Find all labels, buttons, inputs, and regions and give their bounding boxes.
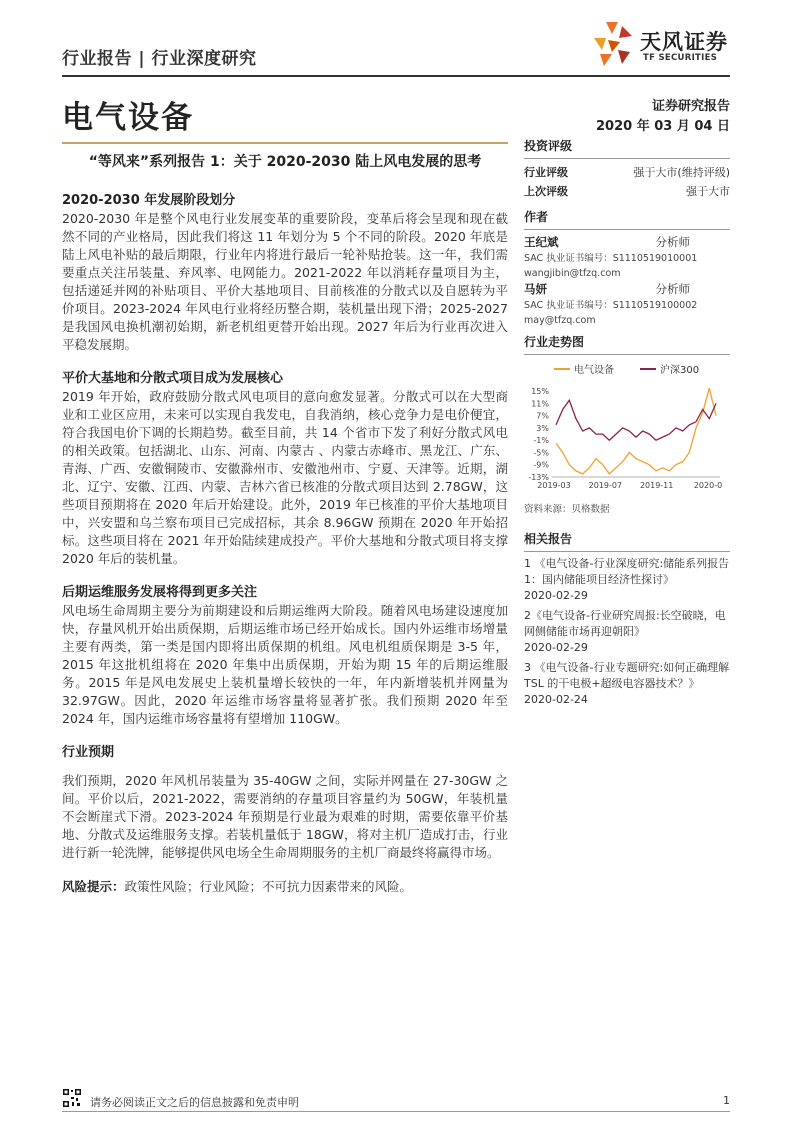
- qr-code-icon: [62, 1088, 82, 1108]
- related-item-date: 2020-02-29: [524, 641, 588, 654]
- trend-panel: [524, 330, 730, 517]
- trend-heading: 行业走势图: [524, 330, 730, 355]
- disclaimer-note: 请务必阅读正文之后的信息披露和免责申明: [90, 1096, 299, 1109]
- x-tick-label: 2020-0: [693, 481, 723, 490]
- title-divider: [62, 142, 508, 144]
- related-item[interactable]: [524, 608, 730, 656]
- related-item-date: 2020-02-29: [524, 589, 588, 602]
- related-item[interactable]: [524, 556, 730, 604]
- report-title: “等风来”系列报告 1：关于 2020-2030 陆上风电发展的思考: [88, 154, 482, 170]
- y-tick-label: 7%: [536, 411, 549, 421]
- section-body: 我们预期，2020 年风机吊装量为 35-40GW 之间，实际并网量在 27-30GW 之间。平价以后，2021-2022，需要消纳的存量项目容量约为 50GW，年装机量不会断崖式下滑。2023-2024 年预期是行业最为艰难的时期，需要依靠平价基地、分散式及运维服务支撑。若装机量低于 18GW，将对主机厂造成打击，行业进行新一轮洗牌，能够提供风电场全生命周期服务的主机厂商最终将赢得市场。: [62, 773, 508, 860]
- rating-value: 强于大市(维持评级): [633, 166, 730, 179]
- y-tick-label: 3%: [536, 423, 549, 433]
- series-line: [556, 388, 716, 474]
- authors-panel: [524, 205, 730, 328]
- x-tick-label: 2019-07: [588, 481, 623, 490]
- x-tick-label: 2019-03: [537, 481, 571, 490]
- author-cert: SAC 执业证书编号：S1110519100002: [524, 300, 698, 311]
- trend-chart: [524, 359, 730, 499]
- rating-key: 上次评级: [524, 185, 568, 198]
- page-number: 1: [723, 1094, 730, 1107]
- author-name-row: [524, 281, 730, 298]
- rating-key: 行业评级: [524, 166, 568, 179]
- related-heading: 相关报告: [524, 527, 730, 552]
- author-cert: SAC 执业证书编号：S1110519010001: [524, 253, 698, 264]
- author-name-row: [524, 234, 730, 251]
- main-content: [62, 192, 508, 912]
- section-heading: 后期运维服务发展将得到更多关注: [62, 585, 258, 600]
- risk-label: 风险提示：: [62, 879, 125, 894]
- rating-value: 强于大市: [686, 185, 730, 198]
- y-tick-label: -13%: [528, 473, 549, 482]
- risk-text: 政策性风险；行业风险；不可抗力因素带来的风险。: [124, 879, 413, 894]
- chart-source: 资料来源：贝格数据: [524, 504, 610, 515]
- section-body: 风电场生命周期主要分为前期建设和后期运维两大阶段。随着风电场建设速度加快，存量风机开始出质保期，后期运维市场已经开始成长。国内外运维市场增量主要有两类，第一类是国内即将出质保期的机组。风电机组质保期是 3-5 年， 2015 年这批机组将在 2020 年集中出质保期，开始为期 15 年的后期运维服务。2015 年是风电发展史上装机量增长较快的一年，年内新增装机并网量为 32.97GW。因此，2020 年运维市场容量将显著扩张。我们预期 2020 年至 2024 年，国内运维市场容量将有望增加 110GW。: [62, 603, 508, 726]
- sector-title: 电气设备: [62, 100, 194, 136]
- author-title: 分析师: [655, 235, 690, 249]
- y-tick-label: 15%: [531, 387, 549, 397]
- y-tick-label: -1%: [533, 436, 549, 446]
- pinwheel-logo-icon: [592, 20, 638, 70]
- header-divider: [62, 75, 730, 77]
- legend-label: 沪深300: [660, 365, 700, 376]
- author-name: 王纪斌: [524, 235, 559, 249]
- x-tick-label: 2019-11: [639, 481, 674, 490]
- section-body: 2020-2030 年是整个风电行业发展变革的重要阶段，变革后将会呈现和现在截然不同的产业格局，因此我们将这 11 年划分为 5 个不同的阶段。2020 年底是陆上风电补贴的最后期限，行业年内将进行最后一轮补贴抢装。这一年，我们需要重点关注吊装量、弃风率、电网能力。2021-2022 年以消耗存量项目为主，包括递延并网的补贴项目、平价大基地项目、目前核准的分散式以及自愿转为平价项目。2023-2024 年风电行业将经历整合期，装机量出现下滑；2025-2027 是我国风电换机潮初始期，新老机组更替开始出现。2027 年后为行业再次进入平稳发展期。: [62, 211, 508, 352]
- risk-note: [62, 878, 508, 896]
- authors-heading: 作者: [524, 205, 730, 230]
- series-line: [556, 400, 716, 440]
- related-item-title[interactable]: 1 《电气设备-行业深度研究:储能系列报告 1：国内储能项目经济性探讨》: [524, 557, 730, 586]
- y-tick-label: 11%: [531, 399, 549, 409]
- report-category: 行业报告 | 行业深度研究: [62, 49, 257, 69]
- section-heading: 2020-2030 年发展阶段划分: [62, 193, 236, 208]
- related-item[interactable]: [524, 660, 730, 708]
- related-item-title[interactable]: 2《电气设备-行业研究周报:长空破晓，电网侧储能市场再迎朝阳》: [524, 609, 726, 638]
- brand-name-en: TF SECURITIES: [643, 53, 718, 63]
- rating-panel: [524, 134, 730, 201]
- y-tick-label: -9%: [533, 460, 549, 470]
- rating-heading: 投资评级: [524, 134, 730, 159]
- y-tick-label: -5%: [533, 448, 549, 458]
- author-name: 马妍: [524, 282, 547, 296]
- section-heading: 平价大基地和分散式项目成为发展核心: [62, 371, 284, 386]
- related-item-title[interactable]: 3 《电气设备-行业专题研究:如何正确理解 TSL 的干电极+超级电容器技术？》: [524, 661, 730, 690]
- rating-row: [524, 163, 730, 182]
- related-panel: [524, 527, 730, 712]
- author-email[interactable]: wangjibin@tfzq.com: [524, 268, 621, 279]
- section-body: 2019 年开始，政府鼓励分散式风电项目的意向愈发显著。分散式可以在大型商业和工业区应用，未来可以实现自我发电，自我消纳，核心竞争力是电价便宜，符合我国电价下调的长期趋势。截至目前，共 14 个省市下发了利好分散式风电的相关政策。包括湖北、山东、河南、内蒙古 、内蒙古赤峰市、黑龙江、广东、青海、广西、安徽铜陵市、安徽滁州市、安徽池州市、宁夏、天津等。近期，湖北、辽宁、安徽、江西、内蒙、吉林六省已核准的分散式项目达到 2.78GW，这些项目预期将在 2020 年后开始建设。此外，2019 年已核准的平价大基地项目中，兴安盟和乌兰察布项目已完成招标，其余 8.96GW 预期在 2020 年开始招标。这些项目将在 2021 年开始陆续建成投产。平价大基地和分散式项目将支撑 2020 年后的装机量。: [62, 389, 508, 566]
- section-heading: 行业预期: [62, 745, 115, 760]
- legend-label: 电气设备: [574, 365, 614, 376]
- report-date: 2020 年 03 月 04 日: [596, 119, 730, 134]
- related-item-date: 2020-02-24: [524, 693, 588, 706]
- report-type: 证券研究报告: [651, 99, 730, 114]
- brand-name: 天风证券: [640, 30, 728, 54]
- author-title: 分析师: [655, 282, 690, 296]
- rating-row: [524, 182, 730, 201]
- author-email[interactable]: may@tfzq.com: [524, 315, 596, 326]
- footer-divider: [62, 1111, 730, 1112]
